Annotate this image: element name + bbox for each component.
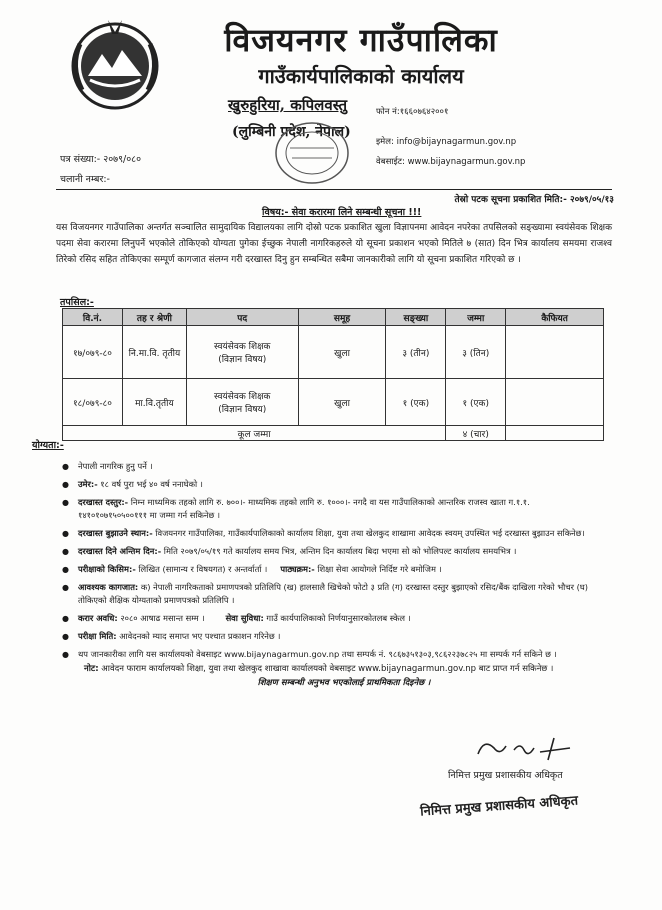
list-item: ● आवश्यक कागजात: क) नेपाली नागरिकताको प्रमाणपत्रको प्रतिलिपि (ख) हालसालै खिचेको फोटो ३ प्रति (ग) दरखास्त दस्तुर बुझाएको रसिद/बैंक दाखिला गरेको भौचर (घ) तोकिएको शैक्षिक योग्यताको प्रमाणपत्रको प्रतिलिपि । — [60, 581, 600, 607]
office-province: (लुम्बिनी प्रदेश, नेपाल) — [232, 124, 351, 140]
office-stamp-icon — [272, 118, 352, 188]
col-header: सङ्ख्या — [386, 309, 446, 326]
notice-date: तेस्रो पटक सूचना प्रकाशित मिति:- २०७९/०५/१३ — [454, 195, 614, 205]
office-title: गाउँकार्यपालिकाको कार्यालय — [258, 64, 464, 88]
notice-subject: विषय:- सेवा करारमा लिने सम्बन्धी सूचना !!! — [262, 207, 422, 218]
contact-email[interactable]: इमेल: info@bijaynagarmun.gov.np — [376, 137, 517, 147]
list-item: ● थप जानकारीका लागि यस कार्यालयको वेबसाइट www.bijaynagarmun.gov.np तथा सम्पर्क नं. ९८६७३५१३०३,९८६२२३७८२५ मा सम्पर्क गर्न सकिने छ । — [60, 648, 600, 661]
requirements-list — [60, 460, 600, 666]
col-header: वि.नं. — [63, 309, 123, 326]
office-address: खुरुहुरिया, कपिलवस्तु — [228, 96, 348, 114]
list-item: ● दरखास्त दस्तुर:- निम्न माध्यमिक तहको लागि रु. ७००।- माध्यमिक तहको लागि रु. १०००।- नगदै वा यस गाउँपालिकाको आन्तरिक राजस्व खाता ग.१.१. १४१०१०७१५०५००१११ मा जम्मा गर्न सकिनेछ । — [60, 496, 600, 522]
dispatch-number: चलानी नम्बर:- — [60, 174, 110, 185]
table-row: १८/०७९-८० मा.वि.तृतीय स्वयंसेवक शिक्षक (विज्ञान विषय) खुला १ (एक) १ (एक) — [63, 379, 604, 426]
col-header: कैफियत — [506, 309, 604, 326]
table-header-row — [63, 309, 604, 326]
list-item: ● उमेर:- १८ वर्ष पुरा भई ४० वर्ष ननाघेको । — [60, 478, 600, 491]
qualifications-title: योग्यता:- — [32, 440, 64, 451]
list-item: ● करार अवधि: २०८० आषाढ मसान्त सम्म । सेवा सुविधा: गाउँ कार्यपालिकाको निर्णयानुसारकोतलब स्केल । — [60, 612, 600, 625]
handwritten-signature-icon — [470, 732, 580, 766]
vacancy-table — [62, 308, 604, 441]
col-header: समूह — [298, 309, 386, 326]
col-header: पद — [186, 309, 298, 326]
header-divider — [56, 189, 612, 190]
list-item: ● परीक्षा मिति: आवेदनको म्याद समाप्त भए पश्चात प्रकाशन गरिनेछ । — [60, 630, 600, 643]
contact-phone: फोन नं:१६६०७६४२००१ — [376, 107, 449, 117]
notice-intro: यस विजयनगर गाउँपालिका अन्तर्गत सञ्चालित सामुदायिक विद्यालयका लागि दोस्रो पटक प्रकाशित खुला विज्ञापनमा आवेदन नपरेका तपसिलको सङ्ख्यामा स्वयंसेवक शिक्षक पदमा सेवा करारमा लिनुपर्ने भएकोले तोकिएको योग्यता पुगेका ईच्छुक नेपाली नागरिकहरुले यो सूचना प्रकाशन भएको मितिले ७ (सात) दिन भित्र कार्यालय समयमा राजश्व तिरेको रसिद सहित तोकिएका सम्पूर्ण कागजात संलग्न गरी दरखास्त दिनु हुन सम्बन्धित सबैमा जानकारीको लागि यो सूचना प्रकाशित गरिएको छ । — [56, 223, 612, 265]
col-header: जम्मा — [446, 309, 506, 326]
municipality-title: विजयनगर गाउँपालिका — [224, 21, 498, 59]
notice-note: नोट: आवेदन फाराम कार्यालयको शिक्षा, युवा तथा खेलकुद शाखावा कार्यालयको वेबसाइट www.bijaynagarmun.gov.np बाट प्राप्त गर्न सकिनेछ । शिक्षण सम्बन्धी अनुभव भएकोलाई प्राथमिकता दिइनेछ । — [84, 664, 554, 688]
list-item: ● परीक्षाको किसिम:- लिखित (सामान्य र विषयगत) र अन्तर्वार्ता । पाठ्यक्रम:- शिक्षा सेवा आयोगले निर्दिष्ट गरे बमोजिम । — [60, 563, 600, 576]
table-title: तपसिल:- — [60, 297, 94, 308]
table-row: १७/०७९-८० नि.मा.वि. तृतीय स्वयंसेवक शिक्षक (विज्ञान विषय) खुला ३ (तीन) ३ (तिन) — [63, 326, 604, 379]
list-item: ● नेपाली नागरिक हुनु पर्ने । — [60, 460, 600, 473]
signatory-stamp: निमित्त प्रमुख प्रशासकीय अधिकृत — [419, 793, 579, 820]
signatory-title: निमित्त प्रमुख प्रशासकीय अधिकृत — [448, 770, 563, 781]
contact-website[interactable]: वेबसाईट: www.bijaynagarmun.gov.np — [376, 157, 526, 167]
list-item: ● दरखास्त दिने अन्तिम दिन:- मिति २०७९/०५/१९ गते कार्यालय समय भित्र, अन्तिम दिन कार्यालय बिदा भएमा सो को भोलिपल्ट कार्यालय समयभित्र । — [60, 545, 600, 558]
table-sum-row: कूल जम्मा ४ (चार) — [63, 426, 604, 441]
letter-number: पत्र संख्या:- २०७९/०८० — [60, 154, 142, 165]
list-item: ● दरखास्त बुझाउने स्थान:- विजयनगर गाउँपालिका, गाउँकार्यपालिकाको कार्यालय शिक्षा, युवा तथा खेलकुद शाखामा आवेदक स्वयम् उपस्थित भई दरखास्त बुझाउन सकिनेछ। — [60, 527, 600, 540]
col-header: तह र श्रेणी — [122, 309, 186, 326]
